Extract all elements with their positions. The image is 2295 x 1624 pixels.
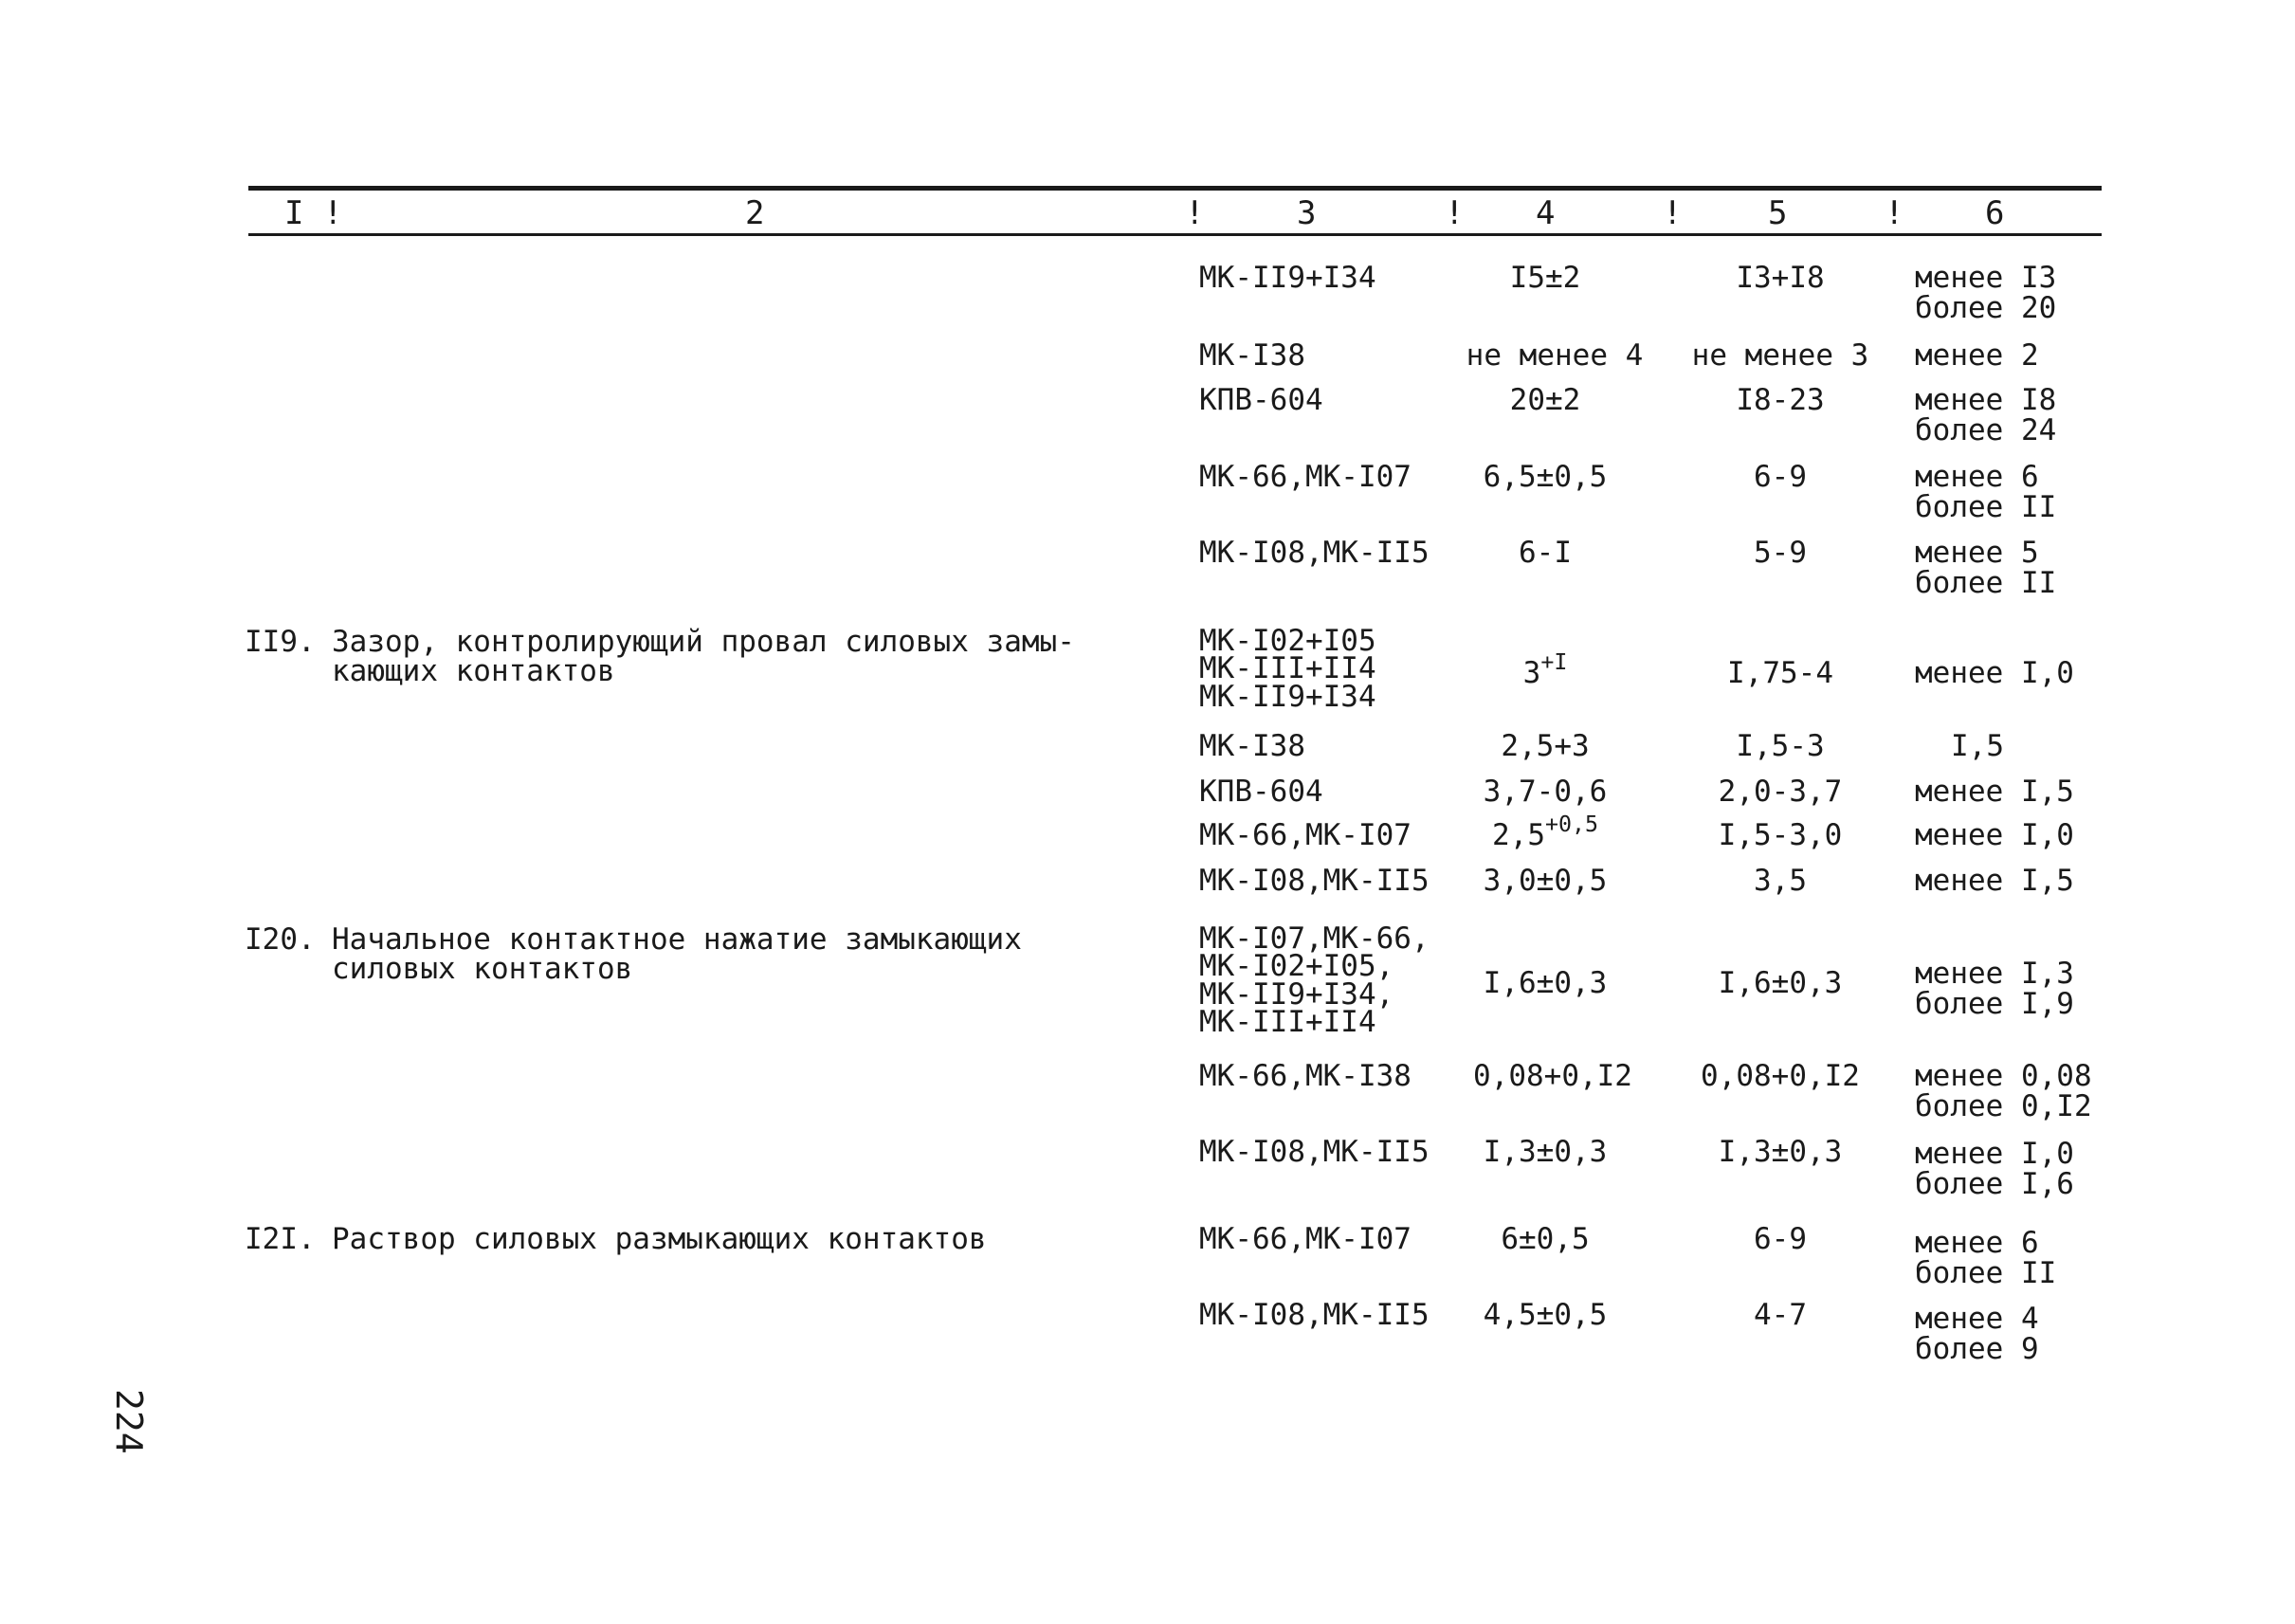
item121-row1-col4: 6±0,5	[1501, 1222, 1590, 1256]
row3-col5: I8-23	[1736, 383, 1825, 417]
row3-col4: 20±2	[1509, 383, 1581, 417]
item121-number: I2I.	[245, 1222, 316, 1256]
header-sep4: !	[1445, 194, 1465, 232]
row4-col6	[1915, 460, 2057, 524]
row1-col6	[1915, 261, 2057, 325]
row4-col6-min: менее 6	[1915, 460, 2039, 494]
item119-row2-model: МК-I38	[1199, 729, 1305, 763]
item120-row3-col4: I,3±0,3	[1483, 1135, 1608, 1169]
row1-col4: I5±2	[1509, 261, 1581, 295]
item120-row1-col6	[1915, 959, 2074, 1019]
header-col5: 5	[1768, 194, 1788, 232]
item121-row1-col6	[1915, 1226, 2057, 1290]
item120-row1-model	[1199, 921, 1430, 1040]
item120-number: I20.	[245, 922, 316, 957]
item119-row2-col6: I,5	[1951, 729, 2004, 763]
item119-row4-col4-sup: +0,5	[1545, 812, 1598, 838]
header-col1: I !	[284, 194, 343, 232]
item119-row1-model	[1199, 624, 1376, 714]
item121-row2-col6-min: менее 4	[1915, 1302, 2039, 1336]
header-bottom-rule	[248, 233, 2102, 236]
item121-row2-col5: 4-7	[1754, 1298, 1807, 1332]
item119-row1-col4-base: 3	[1522, 656, 1541, 690]
item120-row3-col6-max: более I,6	[1915, 1166, 2074, 1201]
item120-row1-col5: I,6±0,3	[1718, 966, 1843, 1000]
item120-row2-col4: 0,08+0,I2	[1473, 1059, 1632, 1093]
item119-title-line1: Зазор, контролирующий провал силовых замы-	[332, 625, 1075, 659]
item120-row1-model-l1: МК-I07,МК-66,	[1199, 921, 1430, 956]
item119-row1-model-l3: МК-II9+I34	[1199, 679, 1376, 714]
item119-title	[245, 625, 1136, 688]
item119-number: II9.	[245, 625, 316, 659]
item119-row1-col6: менее I,0	[1915, 656, 2074, 690]
row5-col5: 5-9	[1754, 536, 1807, 570]
row4-col5: 6-9	[1754, 460, 1807, 494]
row3-col6-max: более 24	[1915, 412, 2057, 447]
item119-row4-col4-base: 2,5	[1492, 818, 1545, 852]
row3-col6-min: менее I8	[1915, 383, 2057, 417]
row1-col6-max: более 20	[1915, 290, 2057, 325]
item119-row3-col5: 2,0-3,7	[1718, 775, 1843, 809]
item120-row3-col6-min: менее I,0	[1915, 1137, 2074, 1171]
item119-row5-col5: 3,5	[1754, 864, 1807, 898]
item119-row5-model: МК-I08,МК-II5	[1199, 864, 1430, 898]
item119-row1-col5: I,75-4	[1727, 656, 1833, 690]
item119-row4-col5: I,5-3,0	[1718, 818, 1843, 852]
header-col6: 6	[1985, 194, 2005, 232]
header-sep6: !	[1885, 194, 1904, 232]
item119-row1-col4-sup: +I	[1540, 649, 1568, 676]
item120-row2-model: МК-66,МК-I38	[1199, 1059, 1412, 1093]
item120-row1-model-l4: МК-III+II4	[1199, 1005, 1376, 1040]
row5-col6-min: менее 5	[1915, 536, 2039, 570]
item119-row2-col4: 2,5+3	[1501, 729, 1590, 763]
item119-row4-model: МК-66,МК-I07	[1199, 818, 1412, 852]
item119-row1-col4	[1460, 649, 1630, 690]
page-number: 224	[108, 1389, 150, 1454]
item119-row5-col4: 3,0±0,5	[1483, 864, 1608, 898]
item121-row2-model: МК-I08,МК-II5	[1199, 1298, 1430, 1332]
item120-row2-col6-min: менее 0,08	[1915, 1059, 2092, 1093]
item120-row2-col6-max: более 0,I2	[1915, 1088, 2092, 1123]
row1-col6-min: менее I3	[1915, 261, 2057, 295]
item121-row2-col6	[1915, 1302, 2039, 1366]
row4-col6-max: более II	[1915, 489, 2057, 524]
item121-row1-model: МК-66,МК-I07	[1199, 1222, 1412, 1256]
item119-row3-col4: 3,7-0,6	[1483, 775, 1608, 809]
row2-col4: не менее 4	[1466, 338, 1644, 373]
item120-row1-col6-min: менее I,3	[1915, 957, 2074, 991]
item119-row4-col4	[1460, 812, 1630, 852]
item121-row1-col6-min: менее 6	[1915, 1226, 2039, 1260]
row5-col4: 6-I	[1519, 536, 1572, 570]
item121-row2-col4: 4,5±0,5	[1483, 1298, 1608, 1332]
item120-title	[245, 922, 1136, 986]
item120-row1-col4: I,6±0,3	[1483, 966, 1608, 1000]
item119-row1-model-l1: МК-I02+I05	[1199, 624, 1376, 658]
item119-row5-col6: менее I,5	[1915, 864, 2074, 898]
item120-row2-col6	[1915, 1059, 2092, 1123]
header-sep5: !	[1663, 194, 1683, 232]
item121-row2-col6-max: более 9	[1915, 1331, 2039, 1366]
item120-row3-model: МК-I08,МК-II5	[1199, 1135, 1430, 1169]
item121-title-line1: Раствор силовых размыкающих контактов	[332, 1222, 987, 1256]
header-top-rule	[248, 186, 2102, 191]
item119-row1-model-l2: МК-III+II4	[1199, 651, 1376, 686]
row5-col6-max: более II	[1915, 565, 2057, 600]
row2-col5: не менее 3	[1691, 338, 1869, 373]
item119-row3-col6: менее I,5	[1915, 775, 2074, 809]
item120-row3-col6	[1915, 1137, 2074, 1201]
item120-title-line2: силовых контактов	[332, 952, 633, 986]
row2-model: МК-I38	[1199, 338, 1305, 373]
row5-col6	[1915, 538, 2056, 598]
header-sep3: !	[1185, 194, 1205, 232]
row3-model: КПВ-604	[1199, 383, 1323, 417]
row4-col4: 6,5±0,5	[1483, 460, 1608, 494]
row4-model: МК-66,МК-I07	[1199, 460, 1412, 494]
header-col4: 4	[1536, 194, 1556, 232]
item119-row2-col5: I,5-3	[1736, 729, 1825, 763]
item119-row3-model: КПВ-604	[1199, 775, 1323, 809]
row2-col6: менее 2	[1915, 338, 2039, 373]
row1-model: МК-II9+I34	[1199, 261, 1376, 295]
item121-title	[245, 1222, 1136, 1256]
item121-row1-col6-max: более II	[1915, 1255, 2057, 1290]
item119-title-line2: кающих контактов	[332, 654, 615, 688]
item120-row3-col5: I,3±0,3	[1718, 1135, 1843, 1169]
item121-row1-col5: 6-9	[1754, 1222, 1807, 1256]
header-col3: 3	[1297, 194, 1317, 232]
row1-col5: I3+I8	[1736, 261, 1825, 295]
item120-title-line1: Начальное контактное нажатие замыкающих	[332, 922, 1022, 957]
item120-row1-model-l2: МК-I02+I05,	[1199, 949, 1394, 984]
item120-row1-col6-max: более I,9	[1915, 986, 2074, 1021]
item119-row4-col6: менее I,0	[1915, 818, 2074, 852]
header-col2: 2	[745, 194, 765, 232]
row3-col6	[1915, 383, 2057, 447]
row5-model: МК-I08,МК-II5	[1199, 536, 1430, 570]
item120-row1-model-l3: МК-II9+I34,	[1199, 976, 1394, 1012]
item120-row2-col5: 0,08+0,I2	[1701, 1059, 1860, 1093]
